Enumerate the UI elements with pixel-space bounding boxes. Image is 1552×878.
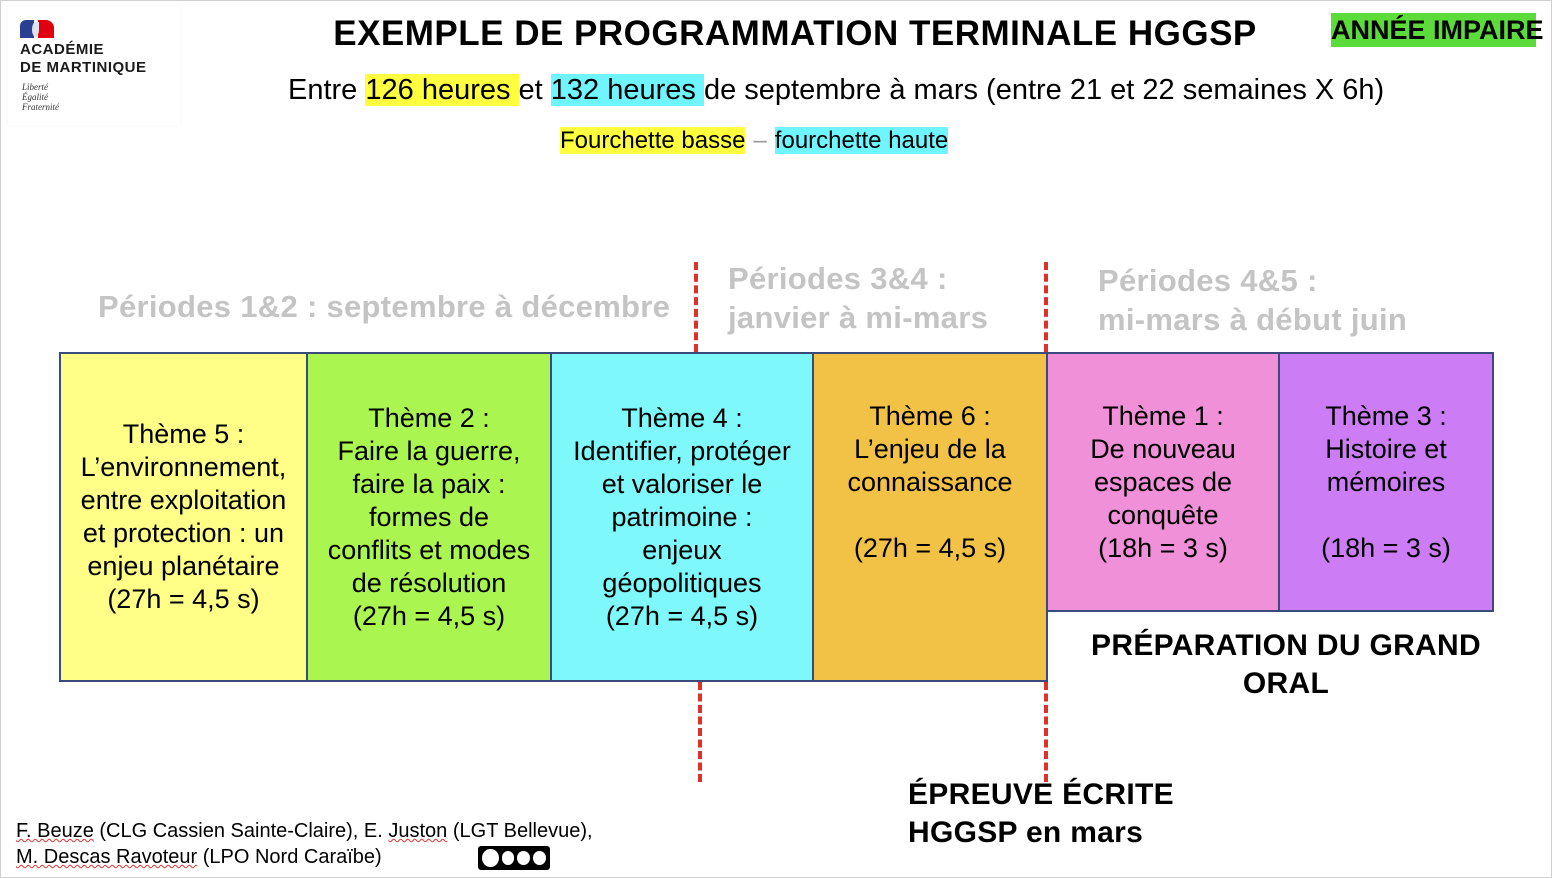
legend-high: fourchette haute bbox=[774, 127, 949, 154]
logo-motto: Liberté Égalité Fraternité bbox=[22, 82, 59, 112]
academie-logo bbox=[8, 6, 180, 126]
theme-4-box bbox=[550, 352, 814, 682]
theme-2-text: Thème 2 : Faire la guerre, faire la paix : formes de conflits et modes de résolution (27h = 4,5 s) bbox=[327, 402, 531, 631]
separator-line bbox=[694, 262, 698, 352]
high-hours-highlight: 132 heures bbox=[550, 74, 704, 106]
theme-6-box bbox=[812, 352, 1048, 682]
period-4-5-label: Périodes 4&5 : mi-mars à début juin bbox=[1098, 263, 1408, 337]
theme-3-box bbox=[1278, 352, 1494, 612]
theme-1-box bbox=[1046, 352, 1280, 612]
author-credits: F. Beuze (CLG Cassien Sainte-Claire), E. Juston (LGT Bellevue), M. Descas Ravoteur (LPO Nord Caraïbe) bbox=[16, 820, 593, 868]
theme-5-box bbox=[59, 352, 308, 682]
period-1-2-label: Périodes 1&2 : septembre à décembre bbox=[98, 289, 671, 324]
theme-1-text: Thème 1 : De nouveau espaces de conquête (18h = 3 s) bbox=[1090, 400, 1236, 563]
separator-line bbox=[1044, 682, 1048, 782]
theme-2-box bbox=[306, 352, 552, 682]
hours-subtitle: Entre 126 heures et 132 heures de septembre à mars (entre 21 et 22 semaines X 6h) bbox=[288, 74, 1385, 106]
range-legend: Fourchette basse – fourchette haute bbox=[560, 127, 949, 154]
logo-line-1: ACADÉMIE bbox=[20, 41, 105, 58]
logo-line-2: DE MARTINIQUE bbox=[20, 59, 147, 76]
theme-6-text: Thème 6 : L’enjeu de la connaissance (27h = 4,5 s) bbox=[847, 401, 1013, 563]
theme-4-text: Thème 4 : Identifier, protéger et valoriser le patrimoine : enjeux géopolitiques (27h = 4,5 s) bbox=[573, 402, 791, 631]
theme-5-text: Thème 5 : L’environnement, entre exploitation et protection : un enjeu planétaire (27h = 4,5 s) bbox=[80, 419, 287, 614]
year-badge: ANNÉE IMPAIRE bbox=[1331, 15, 1544, 45]
separator-line bbox=[698, 682, 702, 782]
creative-commons-icon bbox=[478, 846, 550, 870]
low-hours-highlight: 126 heures bbox=[365, 74, 519, 106]
grand-oral-note: PRÉPARATION DU GRAND ORAL bbox=[1091, 629, 1481, 700]
period-3-4-label: Périodes 3&4 : janvier à mi-mars bbox=[728, 261, 989, 335]
legend-low: Fourchette basse bbox=[560, 127, 746, 154]
written-exam-note: ÉPREUVE ÉCRITE HGGSP en mars bbox=[908, 778, 1174, 849]
separator-line bbox=[1044, 262, 1048, 352]
theme-3-text: Thème 3 : Histoire et mémoires (18h = 3 s) bbox=[1321, 400, 1451, 563]
page-title: EXEMPLE DE PROGRAMMATION TERMINALE HGGSP bbox=[333, 14, 1257, 53]
